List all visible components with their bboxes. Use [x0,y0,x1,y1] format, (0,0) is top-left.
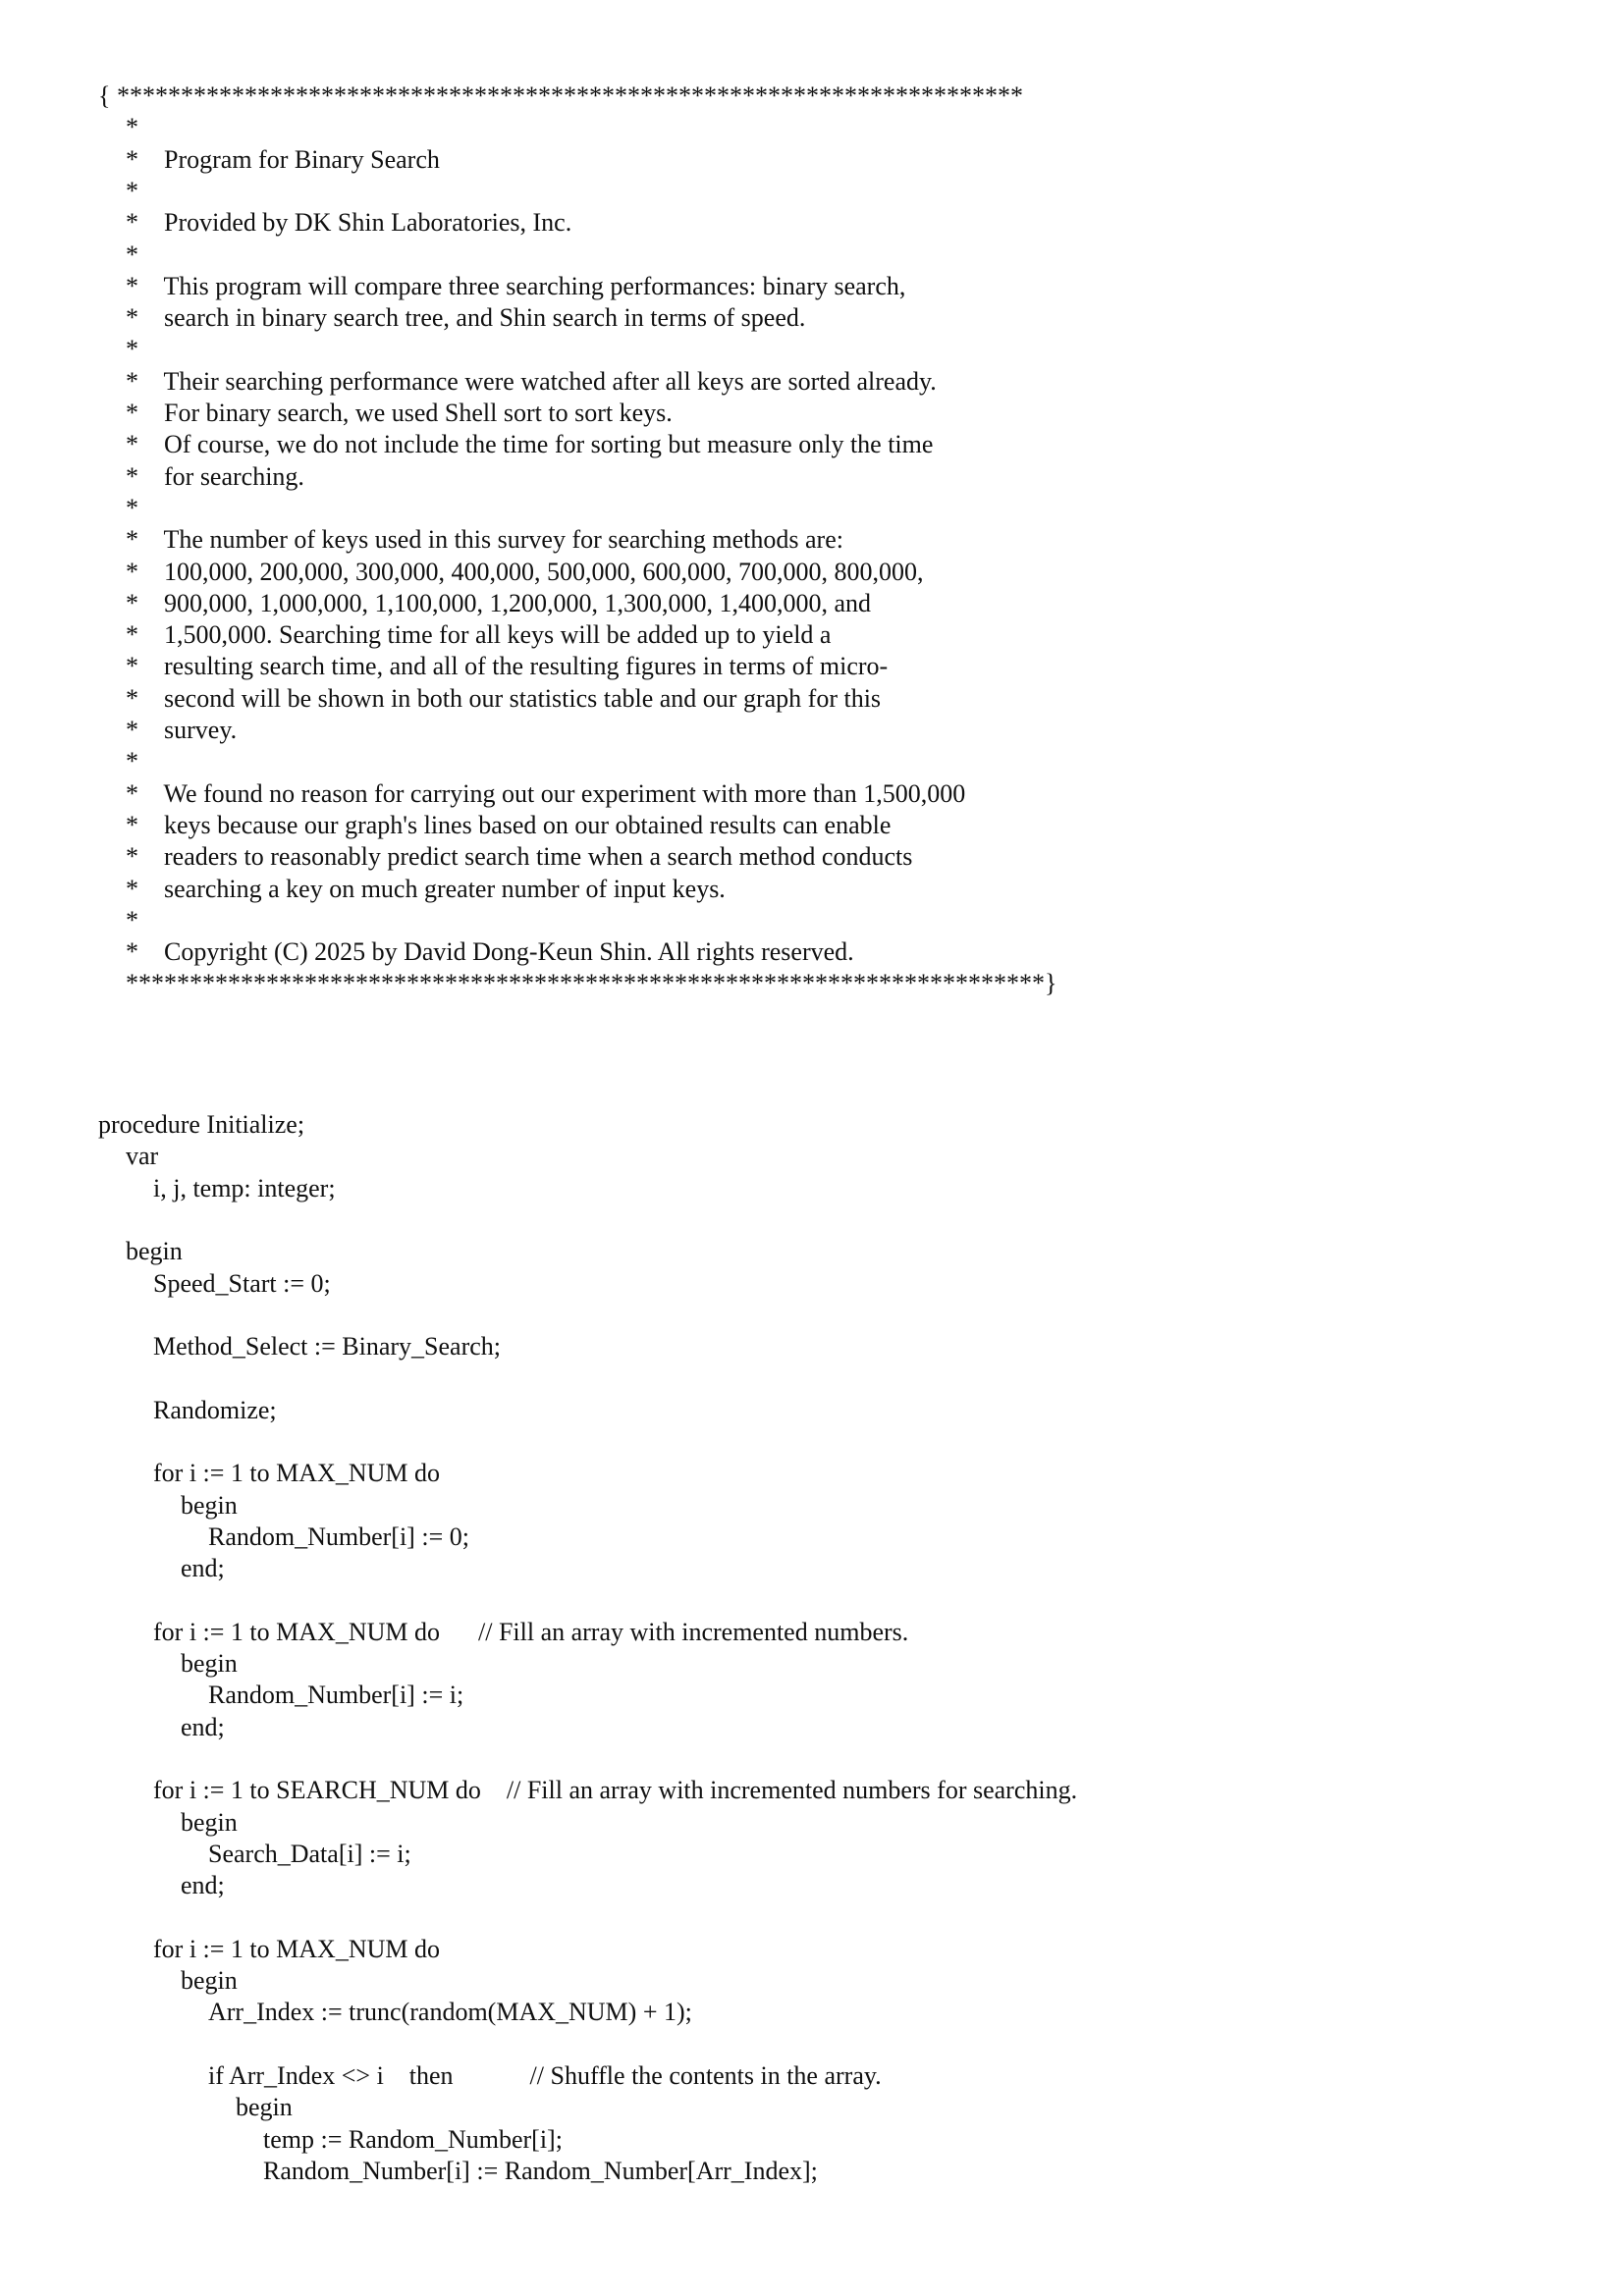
code-line: for i := 1 to MAX_NUM do [153,1459,440,1488]
comment-line: * [126,335,138,364]
code-line: Search_Data[i] := i; [208,1839,411,1868]
comment-line: * readers to reasonably predict search time when a search method conducts [126,842,913,872]
comment-line: * 900,000, 1,000,000, 1,100,000, 1,200,000, 1,300,000, 1,400,000, and [126,588,872,617]
code-line: for i := 1 to SEARCH_NUM do // Fill an array with incremented numbers for searching. [153,1776,1078,1805]
code-line: begin [181,1807,238,1837]
comment-line: * search in binary search tree, and Shin search in terms of speed. [126,303,806,333]
code-line: if Arr_Index <> i then // Shuffle the contents in the array. [208,2061,882,2090]
comment-line: * This program will compare three searching performances: binary search, [126,271,906,300]
comment-line: * [126,905,138,934]
comment-line: * resulting search time, and all of the resulting figures in terms of micro- [126,652,889,681]
comment-line: * The number of keys used in this survey for searching methods are: [126,525,843,555]
code-line: Arr_Index := trunc(random(MAX_NUM) + 1); [208,1998,692,2027]
code-line: begin [126,1237,183,1266]
code-line: i, j, temp: integer; [153,1173,336,1202]
comment-border-open: { *********************************************************************** [98,81,1023,110]
comment-line: * Copyright (C) 2025 by David Dong-Keun Shin. All rights reserved. [126,937,854,967]
code-line: temp := Random_Number[i]; [263,2124,563,2154]
code-line: begin [181,1649,238,1679]
comment-line: * [126,493,138,522]
comment-line: * [126,240,138,269]
code-line: for i := 1 to MAX_NUM do // Fill an array with incremented numbers. [153,1617,909,1646]
code-line: end; [181,1712,225,1741]
comment-line: * [126,176,138,205]
comment-line: * for searching. [126,461,304,491]
code-line: begin [181,1966,238,1996]
comment-line: * searching a key on much greater number of input keys. [126,874,726,903]
code-line: Random_Number[i] := i; [208,1681,464,1710]
code-line: Method_Select := Binary_Search; [153,1332,502,1362]
comment-line: * survey. [126,716,238,744]
comment-line: * Provided by DK Shin Laboratories, Inc. [126,208,572,238]
comment-line: * [126,113,138,142]
code-line: Randomize; [153,1395,277,1424]
comment-line: * 1,500,000. Searching time for all keys will be added up to yield a [126,620,832,650]
code-line: var [126,1142,159,1171]
comment-line: * second will be shown in both our statistics table and our graph for this [126,683,882,713]
code-line: begin [181,1490,238,1520]
comment-line: * Their searching performance were watched after all keys are sorted already. [126,366,937,396]
comment-line: * For binary search, we used Shell sort to sort keys. [126,399,673,427]
code-line: procedure Initialize; [98,1110,305,1139]
code-line: begin [236,2093,293,2122]
comment-line: * We found no reason for carrying out our experiment with more than 1,500,000 [126,778,966,808]
comment-line: * 100,000, 200,000, 300,000, 400,000, 500,000, 600,000, 700,000, 800,000, [126,557,924,586]
comment-line: * keys because our graph's lines based on our obtained results can enable [126,810,892,839]
code-line: end; [181,1554,225,1583]
code-line: for i := 1 to MAX_NUM do [153,1934,440,1963]
comment-border-close: ************************************************************************} [126,969,1057,998]
code-line: Random_Number[i] := Random_Number[Arr_Index]; [263,2156,818,2185]
code-line: Random_Number[i] := 0; [208,1522,469,1551]
code-line: end; [181,1871,225,1900]
comment-line: * Program for Binary Search [126,144,440,174]
code-line: Speed_Start := 0; [153,1268,331,1298]
comment-line: * [126,747,138,776]
comment-line: * Of course, we do not include the time for sorting but measure only the time [126,430,934,459]
